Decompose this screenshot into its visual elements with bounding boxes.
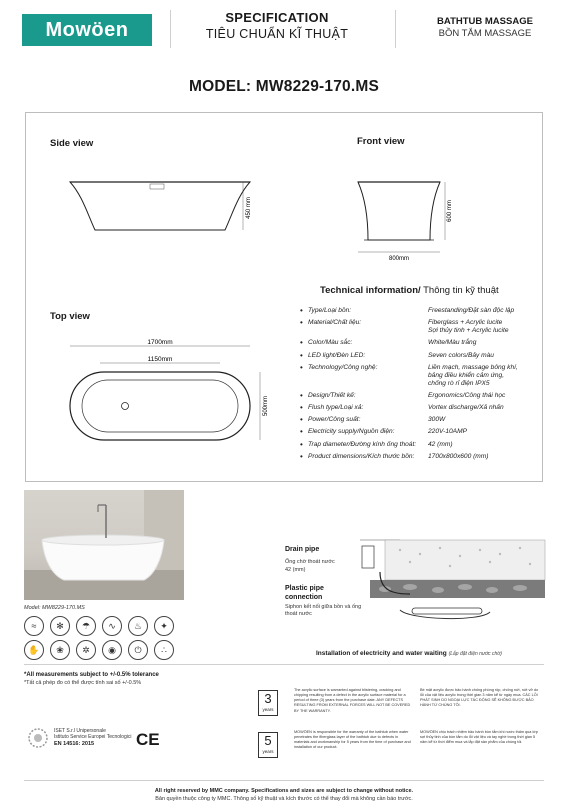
product-title-en: BATHTUB MASSAGE [437, 16, 533, 27]
tolerance-en: *All measurements subject to +/-0.5% tolerance [24, 672, 159, 678]
footer-vi: Bản quyền thuộc công ty MMC. Thông số kỹ thuật và kích thước có thể thay đổi mà không cần báo trước. [155, 796, 413, 802]
bubble-icon: ≈ [24, 616, 44, 636]
hand-icon: ✋ [24, 640, 44, 660]
feature-icons [24, 616, 184, 660]
tech-value: 220V-10AMP [428, 428, 467, 436]
product-photo [24, 490, 184, 600]
drain-sub-vi: Ống chờ thoát nước [285, 559, 335, 565]
power-icon: ⏻ [128, 640, 148, 660]
feature-icon: ❀ [50, 640, 70, 660]
warranty-5-years: years [262, 749, 274, 754]
water-icon: ∿ [102, 616, 122, 636]
side-height-dim: 450 mm [246, 197, 252, 219]
jet-icon: ✲ [76, 640, 96, 660]
iset-cert-icon [26, 727, 50, 749]
warranty-3-years: years [262, 707, 274, 712]
tech-row [300, 319, 540, 335]
tech-value: 300W [428, 416, 446, 424]
tech-key: • Technology/Công nghệ: [300, 364, 428, 388]
tech-value: White/Màu trắng [428, 339, 477, 347]
product-title-vi: BỒN TẮM MASSAGE [438, 28, 532, 39]
tech-key: • Product dimensions/Kích thước bồn: [300, 453, 428, 461]
drop-icon: ◉ [102, 640, 122, 660]
drain-title: Drain pipe [285, 546, 320, 553]
top-view-drawing [60, 338, 290, 448]
warranty-3-number: 3 [264, 691, 272, 706]
tech-row [300, 441, 540, 449]
model-title: MODEL: MW8229-170.MS [188, 78, 380, 95]
tech-value: Liền mạch, massage bông khí, bảng điều khiển cảm ứng, chống rò rỉ điện IPX5 [428, 363, 518, 387]
warranty-3-text-vi: Bề mặt acrylic được bảo hành chống phồng rộp, chống nứt, nứt vỡ do lỗi của vật liệu acrylic trong thời gian 3 năm kể từ ngày mua. CÁC LỖI PHÁT SINH DO NGOẠI LỰC TÁC ĐỘNG SẼ KHÔNG ĐƯỢC BẢO HÀNH TỪ CHÚNG TÔI. [420, 688, 539, 708]
tech-value: Vortex discharge/Xả nhấn [428, 403, 504, 411]
bathtub-photo-illustration [24, 490, 184, 600]
tech-list [300, 307, 540, 465]
tech-row [300, 416, 540, 424]
tech-key: • Color/Màu sắc: [300, 339, 428, 347]
top-width-dim: 500mm [263, 395, 269, 417]
tech-key: • Electricity supply/Nguồn điện: [300, 428, 428, 436]
front-height-dim: 600 mm [447, 200, 453, 222]
installation-diagram [340, 532, 550, 632]
warranty-5-text-vi: MOWÖEN chịu trách nhiệm bảo hành bồn tắm khi nước thấm qua lớp sợi thủy tinh của bồn tắm do lỗi vật liệu và tay nghề trong thời gian 5 năm kể từ thời điểm mua và lắp đặt sản phẩm của chúng tôi. [420, 730, 538, 745]
tech-value: Freestanding/Đặt sàn độc lập [428, 307, 515, 314]
header-divider [395, 10, 396, 48]
footer-en: All right reserved by MMC company. Specifications and sizes are subject to change without notice. [154, 788, 414, 794]
tech-key: • Power/Công suất: [300, 416, 428, 424]
warranty-3-badge [258, 690, 278, 716]
warranty-5-number: 5 [264, 733, 272, 748]
drain-diameter: 42 (mm) [285, 567, 306, 573]
massage-icon: ✻ [50, 616, 70, 636]
footer-separator [24, 780, 544, 781]
tech-key: • LED light/Đèn LED: [300, 352, 428, 360]
cert-line3: EN 14516: 2015 [54, 740, 95, 747]
tolerance-vi: *Tất cả phép đo có thể được tính sai số +/-0.5% [24, 680, 142, 686]
tech-key: • Type/Loại bồn: [300, 307, 428, 315]
front-width-dim: 800mm [388, 256, 410, 262]
tech-value: 42 (mm) [428, 440, 453, 448]
pipe-title: Plastic pipe connection [285, 585, 324, 601]
tech-row [300, 428, 540, 436]
header-divider [170, 10, 171, 48]
tech-row [300, 339, 540, 347]
spec-title-vi: TIÊU CHUẨN KĨ THUẬT [205, 27, 349, 41]
top-length-dim: 1700mm [147, 339, 173, 346]
tech-key: • Flush type/Loại xả: [300, 404, 428, 412]
photo-caption: Model: MW8229-170.MS [24, 605, 85, 611]
tech-title-vi: Thông tin kỹ thuật [420, 285, 499, 296]
tech-row [300, 404, 540, 412]
tech-title [320, 285, 499, 296]
warranty-3-text-en: The acrylic surface is warranted against blistering, cracking and chipping resulting from a defect in the acrylic surface material for a period of three (3) years from the purchase date. ANY DEFECTS RESULTING FROM EXTERNAL FORCES WILL NOT BE COVERED BY THE WARRANTY. [294, 688, 411, 713]
install-caption [316, 650, 502, 657]
warranty-5-badge [258, 732, 278, 758]
spec-title-en: SPECIFICATION [225, 10, 329, 25]
install-caption-en: Installation of electricity and water waiting [316, 650, 447, 657]
cert-line1: ISET S.r.l Unipersonale [54, 728, 106, 734]
top-inner-dim: 1150mm [147, 356, 173, 363]
tech-key: • Material/Chất liệu: [300, 319, 428, 335]
shower-icon: ☂ [76, 616, 96, 636]
thermo-icon: ♨ [128, 616, 148, 636]
cert-line2: Istituto Service Europei Tecnologici [54, 734, 132, 741]
ce-mark: CE [136, 730, 160, 749]
section-separator [24, 664, 544, 665]
tech-row [300, 352, 540, 360]
side-view-label: Side view [50, 138, 94, 149]
tech-title-en: Technical information/ [320, 285, 421, 296]
warranty-5-text-en: MOWÖEN is responsible for the warranty of the bathtub when water penetrates the fiberglass layer of the bathtub due to defects in materials and workmanship for 5 years from the time of purchase and installation of our product. [294, 730, 411, 750]
tech-value: Seven colors/Bảy màu [428, 351, 494, 359]
tech-row [300, 453, 540, 461]
certification [54, 728, 131, 747]
tech-value: 1700x800x600 (mm) [428, 452, 489, 460]
200-icon: ∴ [154, 640, 174, 660]
pipe-sub: Siphon kết nối giữa bồn và ống thoát nước [285, 604, 362, 617]
tech-row [300, 364, 540, 388]
tech-row [300, 307, 540, 315]
side-view-drawing [60, 170, 260, 245]
install-caption-vi: (Lắp đặt điện nước chờ) [448, 651, 502, 657]
brand-logo: Mowöen [22, 14, 152, 46]
tech-key: • Design/Thiết kế: [300, 392, 428, 400]
tech-value: Ergonomics/Công thái học [428, 391, 506, 399]
tech-key: • Trap diameter/Đường kính ống thoát: [300, 441, 428, 449]
front-view-label: Front view [357, 136, 405, 147]
led-icon: ✦ [154, 616, 174, 636]
spec-heading [182, 10, 372, 41]
top-view-label: Top view [50, 311, 90, 322]
tech-value: Fiberglass + Acrylic lucite Sợi thủy tinh + Acrylic lucite [428, 319, 509, 335]
tech-row [300, 392, 540, 400]
product-heading [420, 16, 550, 39]
front-view-drawing [350, 170, 460, 265]
